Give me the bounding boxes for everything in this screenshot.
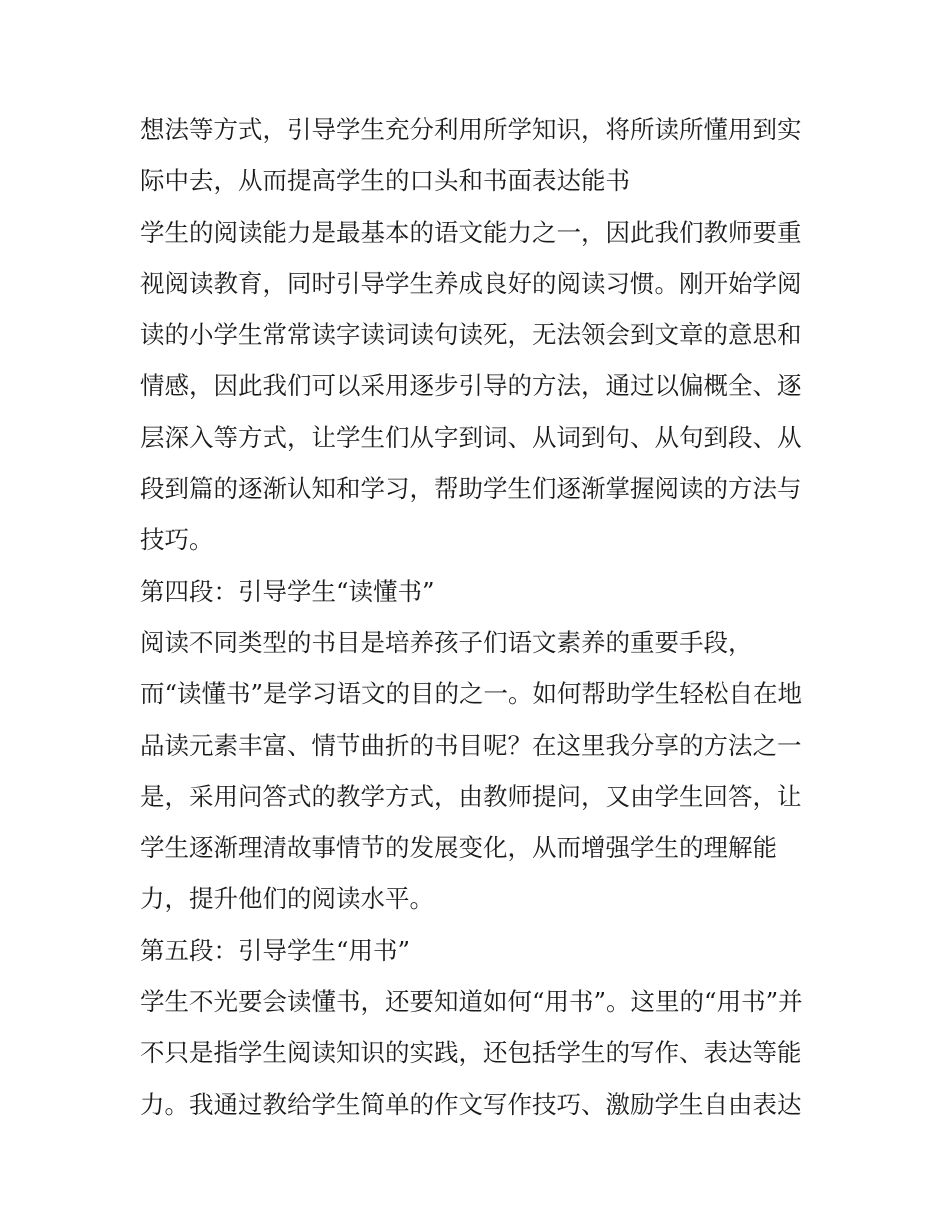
text-line: 情感，因此我们可以采用逐步引导的方法，通过以偏概全、逐	[140, 371, 802, 401]
text-line: 技巧。	[140, 525, 214, 555]
text-line: 际中去，从而提高学生的口头和书面表达能书	[140, 166, 630, 196]
text-line: 力，提升他们的阅读水平。	[140, 884, 434, 914]
text-line: 力。我通过教给学生简单的作文写作技巧、激励学生自由表达	[140, 1089, 802, 1119]
text-line: 学生的阅读能力是最基本的语文能力之一，因此我们教师要重	[140, 217, 802, 247]
section-heading: 第五段：引导学生“用书”	[140, 935, 411, 965]
section-heading: 第四段：引导学生“读懂书”	[140, 576, 435, 606]
text-line: 想法等方式，引导学生充分利用所学知识，将所读所懂用到实	[140, 115, 802, 144]
text-line: 层深入等方式，让学生们从字到词、从词到句、从句到段、从	[140, 422, 802, 452]
text-line: 段到篇的逐渐认知和学习，帮助学生们逐渐掌握阅读的方法与	[140, 474, 802, 504]
text-line: 品读元素丰富、情节曲折的书目呢？在这里我分享的方法之一	[140, 730, 802, 760]
text-line: 读的小学生常常读字读词读句读死，无法领会到文章的意思和	[140, 320, 802, 350]
text-line: 是，采用问答式的教学方式，由教师提问，又由学生回答，让	[140, 781, 802, 811]
document-body	[140, 104, 820, 1130]
text-line: 视阅读教育，同时引导学生养成良好的阅读习惯。刚开始学阅	[140, 268, 802, 298]
text-line: 学生不光要会读懂书，还要知道如何“用书”。这里的“用书”并	[140, 987, 803, 1017]
text-line: 不只是指学生阅读知识的实践，还包括学生的写作、表达等能	[140, 1038, 802, 1068]
text-line: 阅读不同类型的书目是培养孩子们语文素养的重要手段，	[140, 627, 753, 657]
text-line: 学生逐渐理清故事情节的发展变化，从而增强学生的理解能	[140, 833, 777, 863]
text-line: 而“读懂书”是学习语文的目的之一。如何帮助学生轻松自在地	[140, 679, 803, 709]
